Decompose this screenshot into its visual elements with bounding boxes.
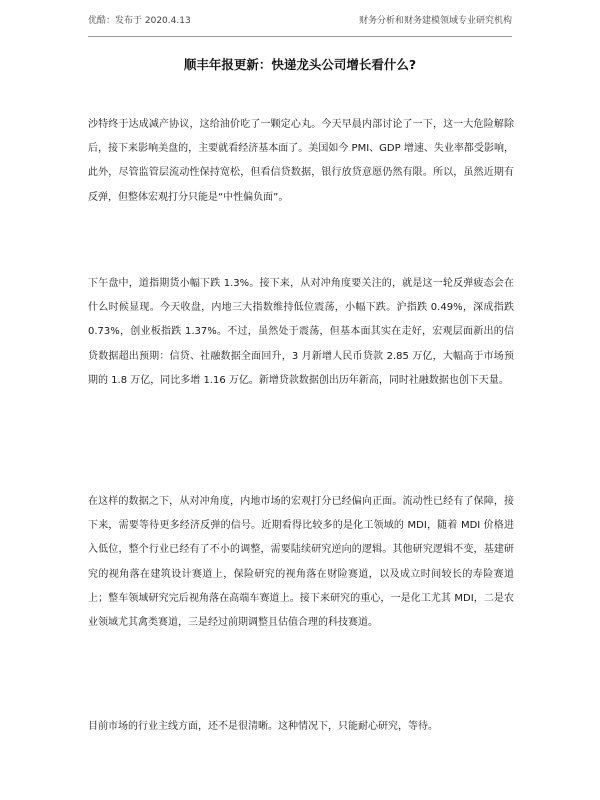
- paragraph-conclusion: 目前市场的行业主线方面，还不是很清晰。这种情况下，只能耐心研究，等待。: [88, 721, 438, 732]
- paragraph-oil-production: 沙特终于达成减产协议，这给油价吃了一颗定心丸。今天早晨内部讨论了一下，这一大危险解除后，接下来影响美盘的，主要就看经济基本面了。美国如今 PMI、GDP 增速、失业率都受影响，此外，尽管监管层流动性保持宽松，但看信贷数据，银行放贷意愿仍然有限。所以，虽然近期有反弹，但整体宏观打分只能是“中性偏负面”。: [88, 119, 514, 203]
- paragraph-research-focus: 在这样的数据之下，从对冲角度，内地市场的宏观打分已经偏向正面。流动性已经有了保障，接下来，需要等待更多经济反弹的信号。近期看得比较多的是化工领域的 MDI，随着 MDI 价格进入低位，整个行业已经有了不小的调整，需要陆续研究逆向的逻辑。其他研究逻辑不变，基建研究的视角落在建筑设计赛道上，保险研究的视角落在财险赛道，以及成立时间较长的寿险赛道上；整车领域研究完后视角落在高端车赛道上。接下来研究的重心，一是化工尤其 MDI，二是农业领域尤其禽类赛道，三是经过前期调整且估值合理的科技赛道。: [88, 496, 514, 629]
- header-organization: 财务分析和财务建模领域专业研究机构: [358, 16, 512, 26]
- paragraph-market-close: 下午盘中，道指期货小幅下跌 1.3%。接下来，从对冲角度要关注的，就是这一轮反弹疲态会在什么时候显现。今天收盘，内地三大指数维持低位震荡，小幅下跌。沪指跌 0.49%，深成指跌 0.73%，创业板指跌 1.37%。不过，虽然处于震荡，但基本面其实在走好，宏观层面新出的信贷数据超出预期：信贷、社融数据全面回升，3 月新增人民币贷款 2.85 万亿，大幅高于市场预期的 1.8 万亿，同比多增 1.16 万亿。新增贷款数据创出历年新高，同时社融数据也创下天量。: [88, 278, 514, 386]
- article-title: 顺丰年报更新：快递龙头公司增长看什么?: [183, 57, 417, 72]
- header-publish-info: 优酷：发布于 2020.4.13: [88, 16, 191, 26]
- page-header: [88, 14, 512, 37]
